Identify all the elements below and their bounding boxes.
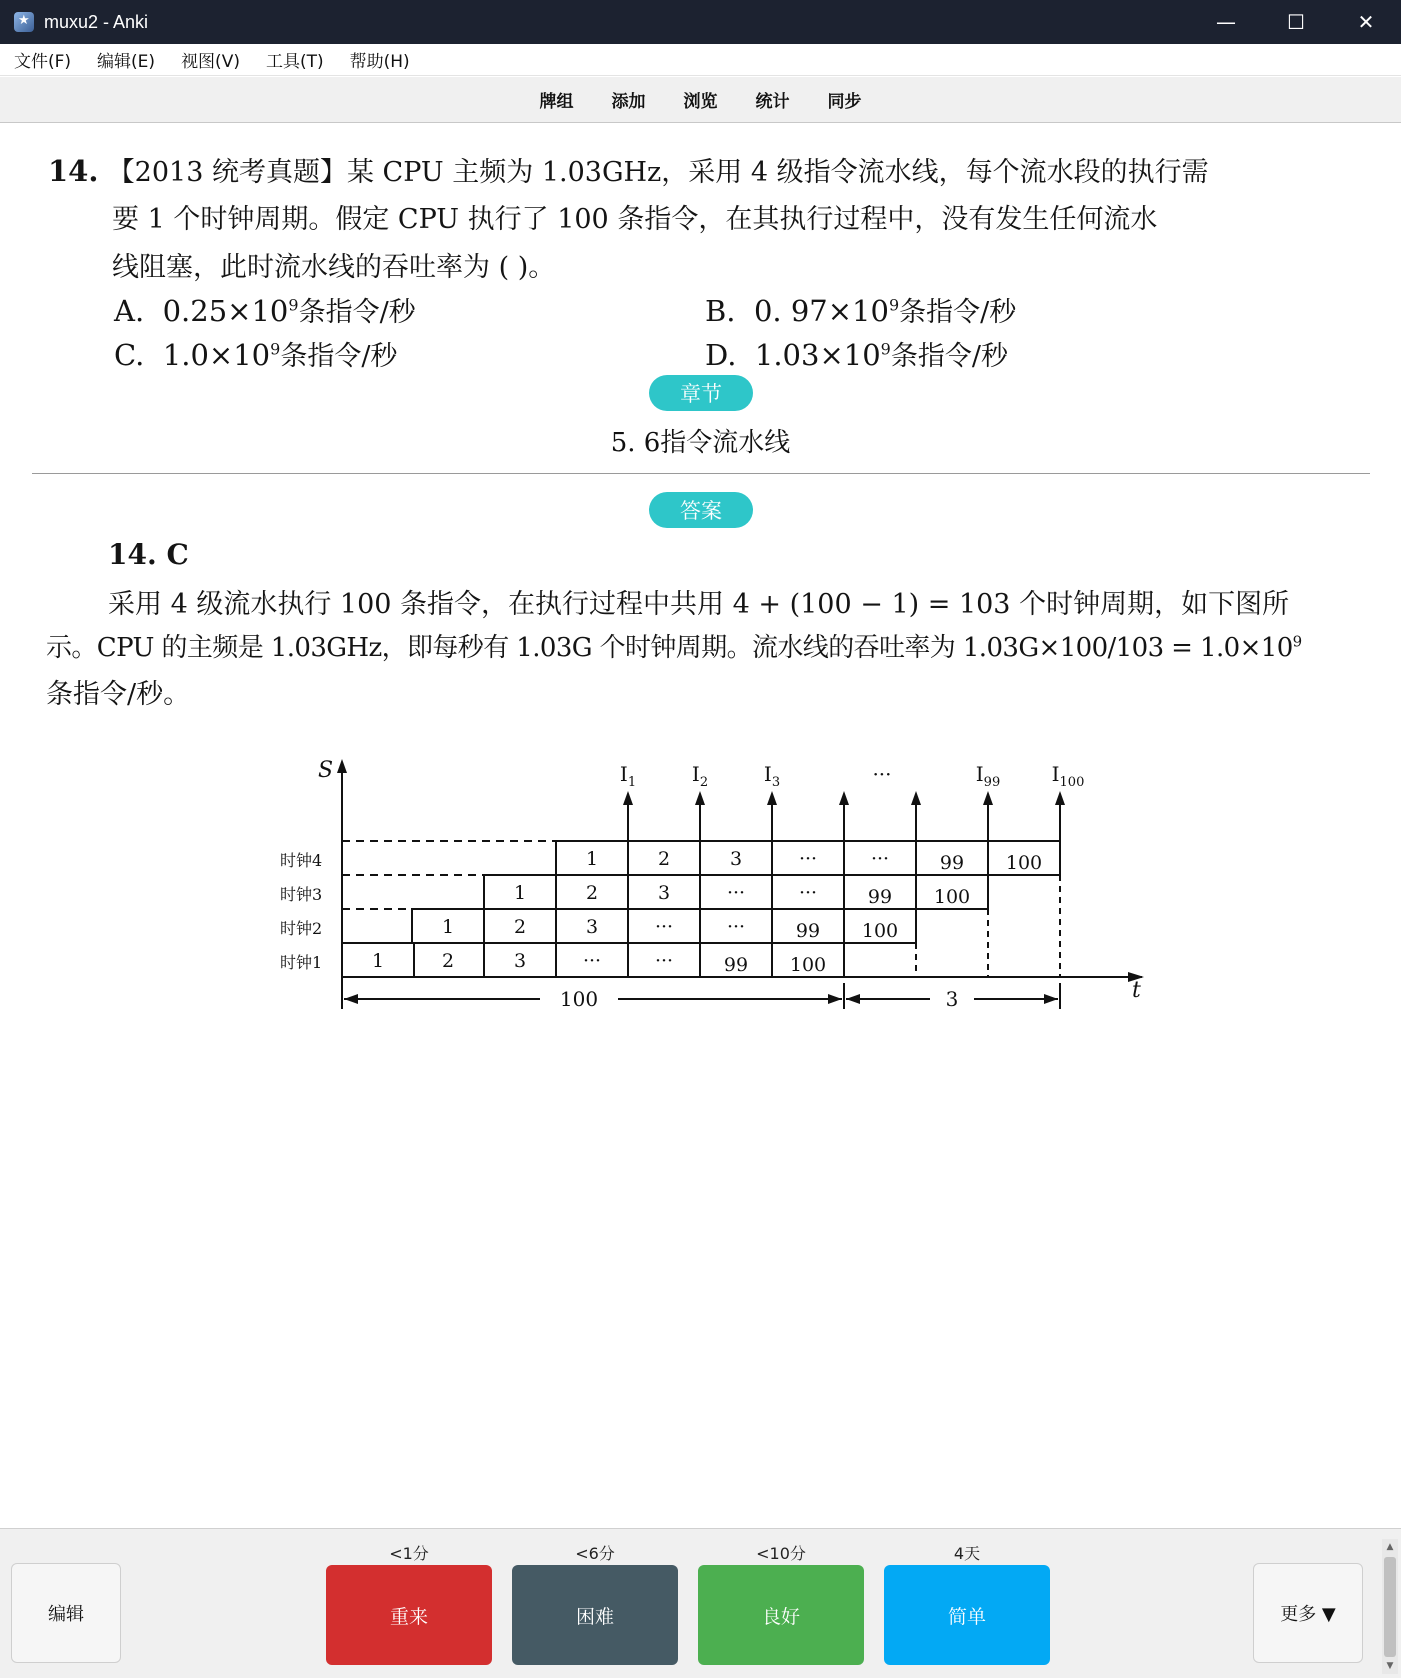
easy-button[interactable]: 简单 bbox=[884, 1565, 1050, 1665]
cell-r3-1: 1 bbox=[513, 882, 527, 904]
cell-r2-3: 3 bbox=[585, 916, 599, 938]
again-interval: <1分 bbox=[389, 1544, 429, 1563]
menu-edit[interactable]: 编辑(E) bbox=[97, 52, 156, 72]
marker-i100: $I_{100}$ bbox=[1051, 762, 1085, 790]
main-toolbar bbox=[0, 77, 1401, 123]
menu-help[interactable]: 帮助(H) bbox=[349, 52, 410, 72]
window-title: muxu2 - Anki bbox=[44, 11, 149, 32]
cell-r4-2: 2 bbox=[657, 848, 671, 870]
span-label-3: 3 bbox=[945, 987, 959, 1009]
anki-app-icon bbox=[14, 12, 34, 32]
marker-ellipsis: ··· bbox=[872, 762, 892, 786]
again-button[interactable]: 重来 bbox=[326, 1565, 492, 1665]
cell-r2-6: 99 bbox=[795, 920, 821, 942]
y-axis-arrow bbox=[337, 759, 347, 773]
close-button[interactable]: ✕ bbox=[1357, 10, 1375, 34]
easy-interval: 4天 bbox=[953, 1544, 981, 1563]
cell-r4-7: 100 bbox=[1005, 852, 1043, 874]
cell-r2-7: 100 bbox=[861, 920, 899, 942]
scroll-up-icon[interactable]: ▲ bbox=[1386, 1542, 1394, 1552]
cell-r2-1: 1 bbox=[441, 916, 455, 938]
row-label-3: 时钟3 bbox=[280, 885, 323, 904]
question-line-3: 线阻塞，此时流水线的吞吐率为 ( )。 bbox=[112, 252, 556, 283]
cell-r3-3: 3 bbox=[657, 882, 671, 904]
more-button[interactable]: 更多 ▼ bbox=[1253, 1563, 1363, 1663]
menu-file[interactable]: 文件(F) bbox=[14, 52, 72, 72]
cell-r3-5: ··· bbox=[798, 882, 818, 904]
pipeline-diagram bbox=[270, 759, 1150, 1009]
scroll-down-icon[interactable]: ▼ bbox=[1386, 1661, 1394, 1671]
option-c: C. $1.0\times 10^9$条指令/秒 bbox=[114, 338, 398, 372]
marker-i99: $I_{99}$ bbox=[975, 762, 1001, 790]
cell-r2-5: ··· bbox=[726, 916, 746, 938]
cell-r1-1: 1 bbox=[371, 950, 385, 972]
cell-r3-4: ··· bbox=[726, 882, 746, 904]
question-number: 14. bbox=[48, 154, 99, 188]
toolbar-stats[interactable]: 统计 bbox=[755, 92, 790, 112]
bottom-scrollbar[interactable] bbox=[1382, 1539, 1398, 1674]
cell-r4-6: 99 bbox=[939, 852, 965, 874]
cell-r2-2: 2 bbox=[513, 916, 527, 938]
toolbar-sync[interactable]: 同步 bbox=[827, 92, 862, 112]
answer-line-1: 采用 4 级流水执行 100 条指令，在执行过程中共用 4 + (100 − 1) = 103 个时钟周期，如下图所 bbox=[108, 589, 1290, 620]
maximize-button[interactable]: ☐ bbox=[1287, 10, 1305, 34]
row-label-1: 时钟1 bbox=[280, 953, 323, 972]
cell-r3-6: 99 bbox=[867, 886, 893, 908]
cell-r1-4: ··· bbox=[582, 950, 602, 972]
card-content bbox=[2, 124, 1399, 1528]
cell-r4-3: 3 bbox=[729, 848, 743, 870]
chapter-tag: 章节 bbox=[649, 375, 753, 411]
option-d: D. $1.03\times 10^9$条指令/秒 bbox=[705, 338, 1008, 372]
option-a: A. $0.25\times 10^9$条指令/秒 bbox=[114, 294, 416, 328]
answer-line-3: 条指令/秒。 bbox=[46, 679, 191, 710]
question-line-1 bbox=[48, 154, 1209, 188]
answer-head: 14. C bbox=[108, 538, 189, 571]
toolbar-decks[interactable]: 牌组 bbox=[539, 92, 574, 112]
row-label-2: 时钟2 bbox=[280, 919, 323, 938]
question-text-1: 【2013 统考真题】某 CPU 主频为 1.03GHz，采用 4 级指令流水线，每个流水段的执行需 bbox=[107, 157, 1209, 188]
answer-divider bbox=[32, 473, 1370, 474]
cell-r1-7: 100 bbox=[789, 954, 827, 976]
hard-interval: <6分 bbox=[575, 1544, 615, 1563]
menu-view[interactable]: 视图(V) bbox=[181, 52, 240, 72]
menu-bar bbox=[0, 44, 1401, 76]
hard-button[interactable]: 困难 bbox=[512, 1565, 678, 1665]
cell-r1-2: 2 bbox=[441, 950, 455, 972]
cell-r2-4: ··· bbox=[654, 916, 674, 938]
x-axis-label: t bbox=[1132, 978, 1141, 1003]
cell-r3-2: 2 bbox=[585, 882, 599, 904]
good-interval: <10分 bbox=[756, 1544, 806, 1563]
cell-r1-3: 3 bbox=[513, 950, 527, 972]
marker-i1: $I_1$ bbox=[619, 762, 637, 790]
toolbar-browse[interactable]: 浏览 bbox=[683, 92, 718, 112]
cell-r4-1: 1 bbox=[585, 848, 599, 870]
chapter-title: 5. 6指令流水线 bbox=[610, 428, 791, 458]
edit-button[interactable]: 编辑 bbox=[11, 1563, 121, 1663]
question-line-2: 要 1 个时钟周期。假定 CPU 执行了 100 条指令，在其执行过程中，没有发生任何流水 bbox=[112, 204, 1158, 235]
answer-line-2: 示。CPU 的主频是 1.03GHz，即每秒有 1.03G 个时钟周期。流水线的吞吐率为 $1.03G\times 100/103 = 1.0\times 10^9$ bbox=[46, 632, 1302, 663]
option-b: B. 0. $97\times 10^9$条指令/秒 bbox=[705, 294, 1017, 328]
cell-r4-4: ··· bbox=[798, 848, 818, 870]
span-label-100: 100 bbox=[559, 987, 599, 1009]
good-button[interactable]: 良好 bbox=[698, 1565, 864, 1665]
toolbar-add[interactable]: 添加 bbox=[611, 92, 646, 112]
minimize-button[interactable]: — bbox=[1216, 10, 1236, 34]
review-bottom-bar bbox=[0, 1528, 1401, 1678]
marker-i2: $I_2$ bbox=[691, 762, 709, 790]
window-controls bbox=[1191, 0, 1401, 44]
menu-tools[interactable]: 工具(T) bbox=[265, 52, 324, 72]
y-axis-label: S bbox=[318, 759, 334, 783]
title-bar bbox=[0, 0, 1401, 44]
cell-r1-5: ··· bbox=[654, 950, 674, 972]
cell-r4-5: ··· bbox=[870, 848, 890, 870]
row-label-4: 时钟4 bbox=[280, 851, 323, 870]
scrollbar-thumb[interactable] bbox=[1384, 1557, 1396, 1657]
cell-r1-6: 99 bbox=[723, 954, 749, 976]
cell-r3-7: 100 bbox=[933, 886, 971, 908]
marker-i3: $I_3$ bbox=[763, 762, 781, 790]
answer-tag: 答案 bbox=[649, 492, 753, 528]
